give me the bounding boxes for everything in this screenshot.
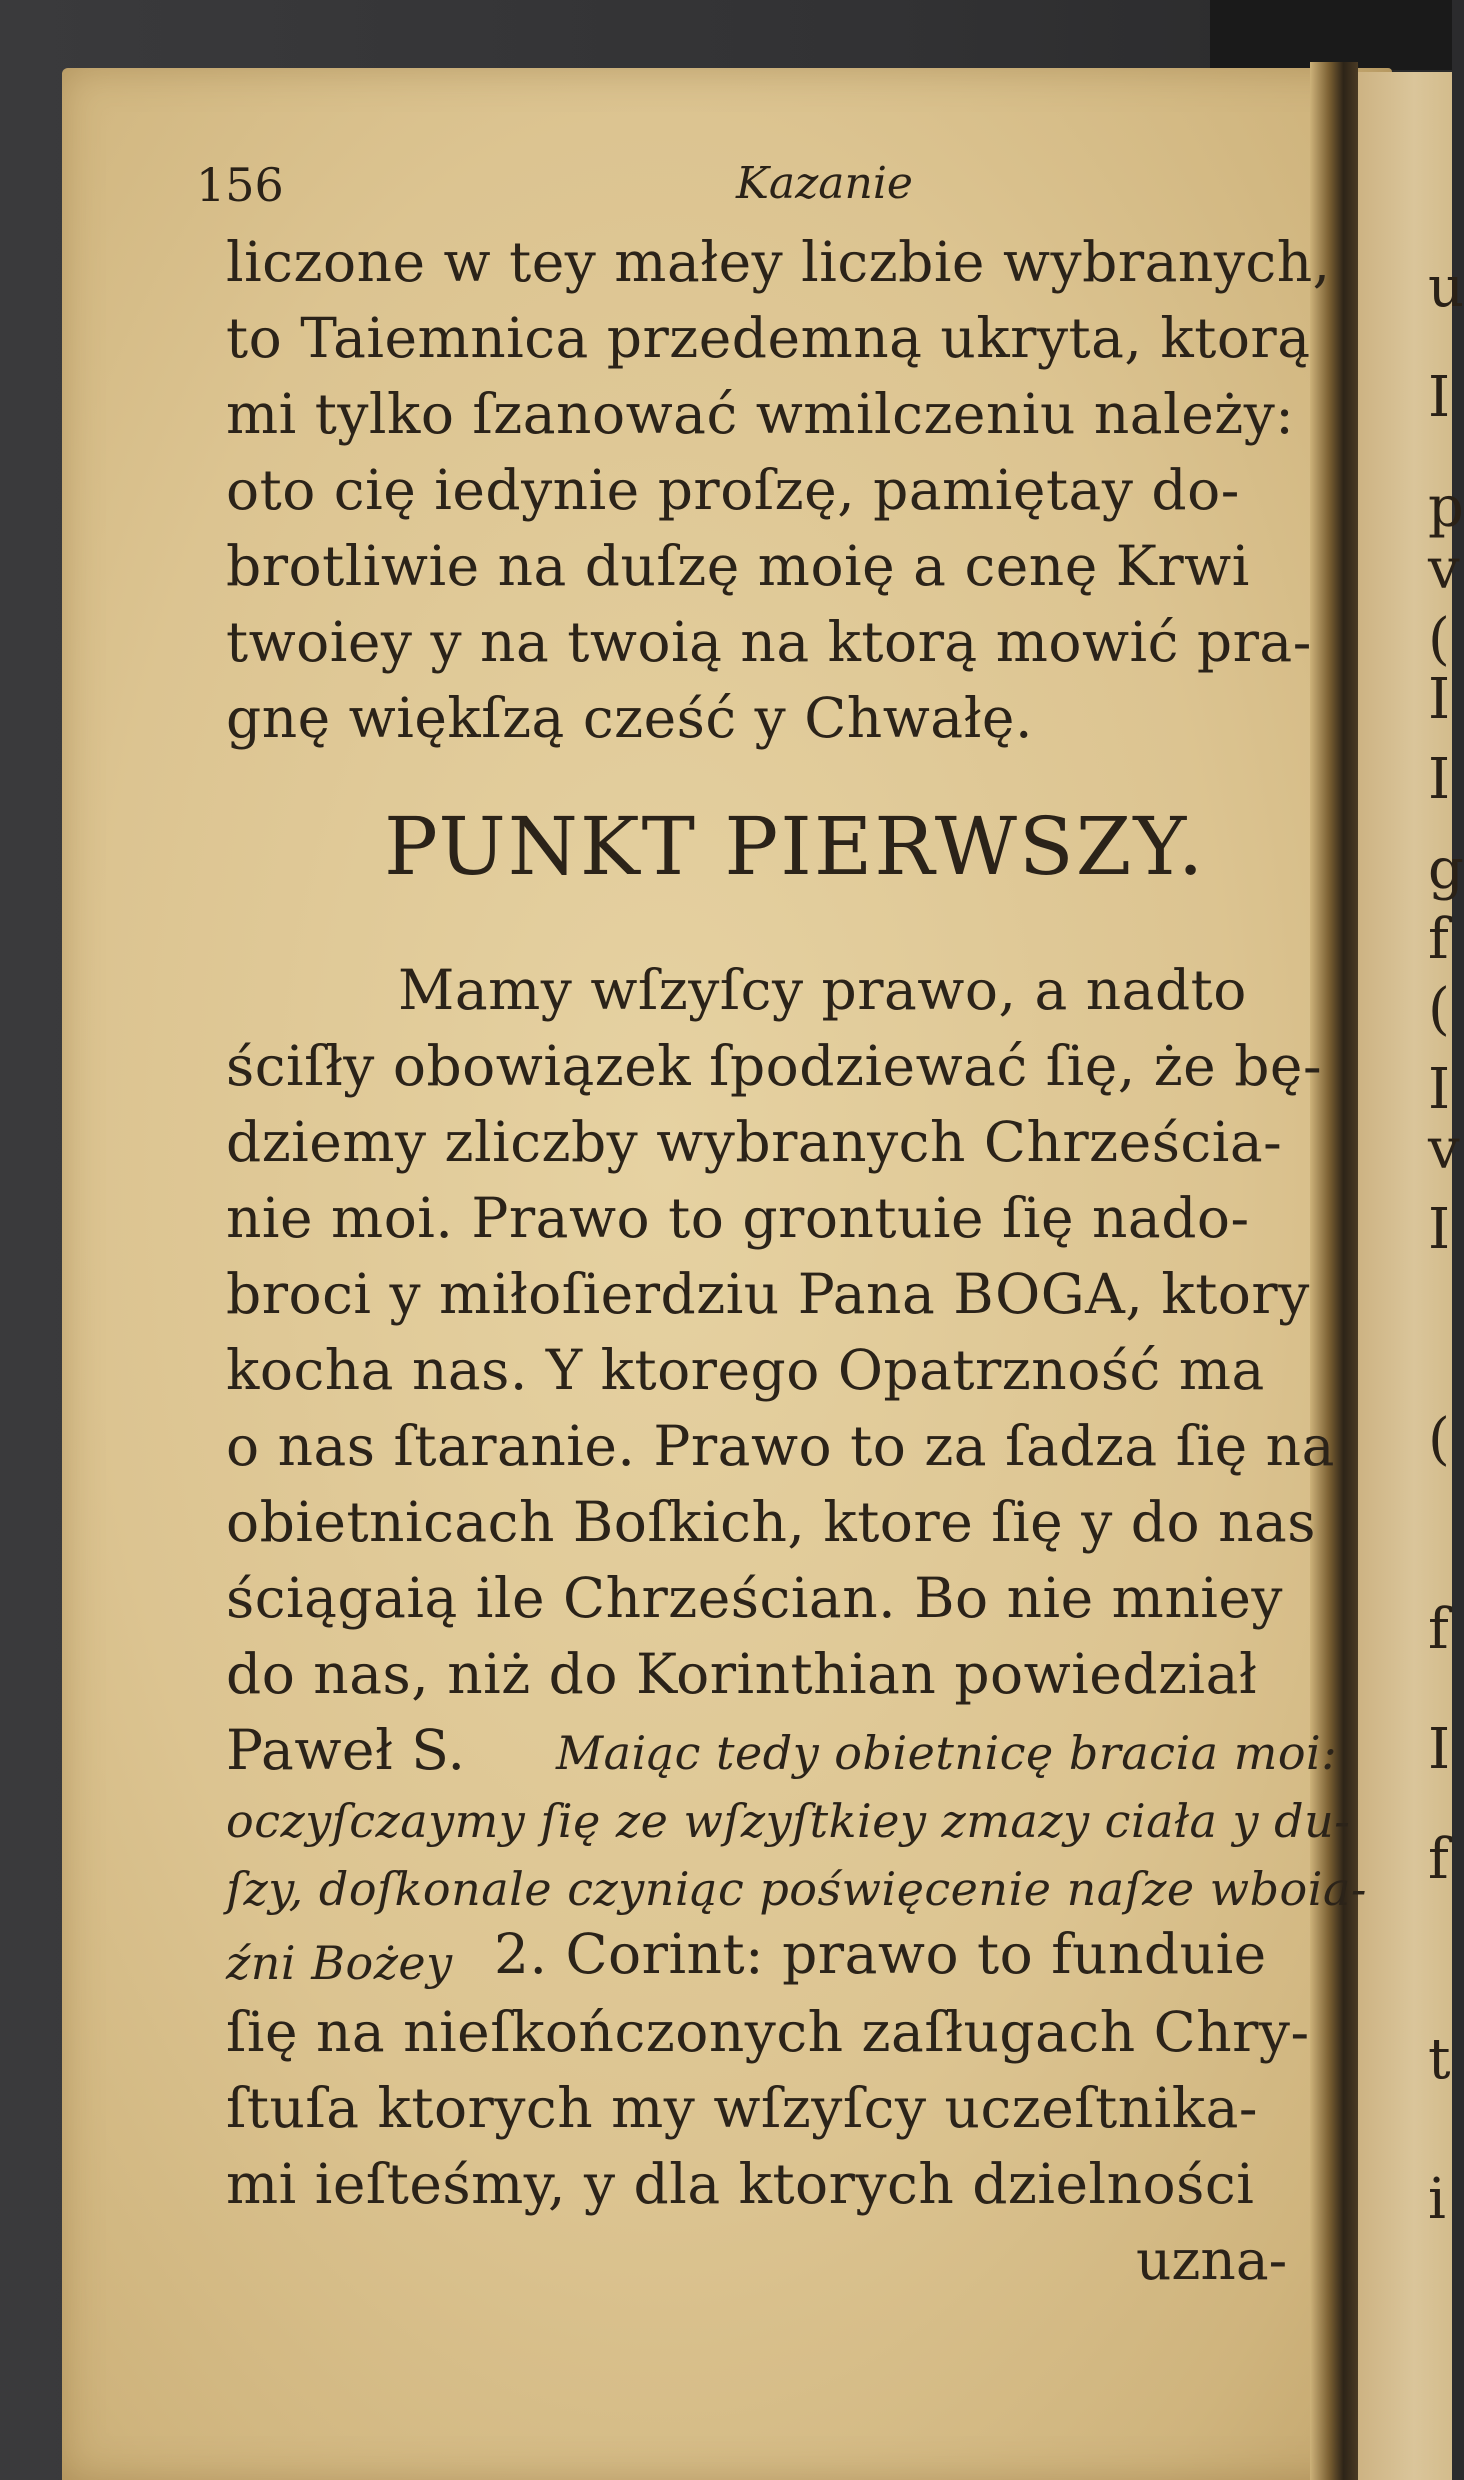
bleed-char: I bbox=[1428, 1057, 1451, 1122]
bleed-char: ( bbox=[1428, 977, 1450, 1042]
text-line: broci y miłoſierdziu Pana BOGA, ktory bbox=[226, 1262, 1310, 1326]
text-line: mi tylko ſzanować wmilczeniu należy: bbox=[226, 382, 1295, 446]
bleed-char: I bbox=[1428, 667, 1451, 732]
bleed-char: f bbox=[1428, 1597, 1449, 1662]
bleed-char: I bbox=[1428, 747, 1451, 812]
adjacent-page-edge bbox=[1358, 72, 1464, 2480]
bleed-char: v bbox=[1428, 1117, 1460, 1182]
catchword: uzna- bbox=[1136, 2228, 1288, 2292]
text-line: brotliwie na duſzę moię a cenę Krwi bbox=[226, 534, 1250, 598]
page-number: 156 bbox=[196, 158, 284, 212]
text-line: ściſły obowiązek ſpodziewać ſię, że bę- bbox=[226, 1034, 1323, 1098]
text-line: mi ieſteśmy, y dla ktorych dzielności bbox=[226, 2152, 1255, 2216]
scripture-quote: oczyſczaymy ſię ze wſzyſtkiey zmazy ciała y du- bbox=[226, 1794, 1351, 1848]
text-line: o nas ſtaranie. Prawo to za ſadza ſię na bbox=[226, 1414, 1335, 1478]
bleed-char: g bbox=[1428, 837, 1464, 902]
bleed-char: f bbox=[1428, 907, 1449, 972]
book-gutter bbox=[1310, 62, 1358, 2480]
bleed-char: v bbox=[1428, 537, 1460, 602]
text-line: oto cię iedynie proſzę, pamiętay do- bbox=[226, 458, 1240, 522]
section-heading: PUNKT PIERWSZY. bbox=[384, 800, 1206, 893]
page-header bbox=[196, 158, 1196, 218]
text-line: dziemy zliczby wybranych Chrześcia- bbox=[226, 1110, 1283, 1174]
text-line: twoiey y na twoią na ktorą mowić pra- bbox=[226, 610, 1312, 674]
text-line: nie moi. Prawo to grontuie ſię nado- bbox=[226, 1186, 1250, 1250]
text-line: ściągaią ile Chrześcian. Bo nie mniey bbox=[226, 1566, 1283, 1630]
text-line: obietnicach Boſkich, ktore ſię y do nas bbox=[226, 1490, 1317, 1554]
bleed-char: i bbox=[1428, 2167, 1446, 2232]
scripture-quote: ſzy, doſkonale czyniąc poświęcenie naſze wboia- bbox=[226, 1862, 1367, 1916]
text-line: 2. Corint: prawo to funduie bbox=[494, 1922, 1267, 1986]
bleed-char: t bbox=[1428, 2027, 1451, 2092]
text-line: kocha nas. Y ktorego Opatrzność ma bbox=[226, 1338, 1265, 1402]
text-line: liczone w tey małey liczbie wybranych, bbox=[226, 230, 1331, 294]
text-line: ſię na nieſkończonych zaſługach Chry- bbox=[226, 2000, 1310, 2064]
text-line: gnę więkſzą cześć y Chwałę. bbox=[226, 686, 1033, 750]
bleed-char: f bbox=[1428, 1827, 1449, 1892]
bleed-char: I bbox=[1428, 1197, 1451, 1262]
scan-corner bbox=[1210, 0, 1452, 70]
text-line: to Taiemnica przedemną ukryta, ktorą bbox=[226, 306, 1311, 370]
bleed-char: u bbox=[1428, 255, 1464, 320]
scripture-quote: Maiąc tedy obietnicę bracia moi: bbox=[556, 1726, 1338, 1780]
text-line: Paweł S. bbox=[226, 1718, 466, 1782]
text-line: do nas, niż do Korinthian powiedział bbox=[226, 1642, 1258, 1706]
text-line: Mamy wſzyſcy prawo, a nadto bbox=[398, 958, 1247, 1022]
bleed-char: I bbox=[1428, 365, 1451, 430]
running-head: Kazanie bbox=[736, 158, 913, 209]
bleed-char: p bbox=[1428, 475, 1464, 540]
text-line: ſtuſa ktorych my wſzyſcy uczeſtnika- bbox=[226, 2076, 1258, 2140]
scripture-quote: źni Bożey bbox=[226, 1936, 453, 1990]
bleed-char: ( bbox=[1428, 1407, 1450, 1472]
bleed-char: I bbox=[1428, 1717, 1451, 1782]
bleed-char: ( bbox=[1428, 607, 1450, 672]
